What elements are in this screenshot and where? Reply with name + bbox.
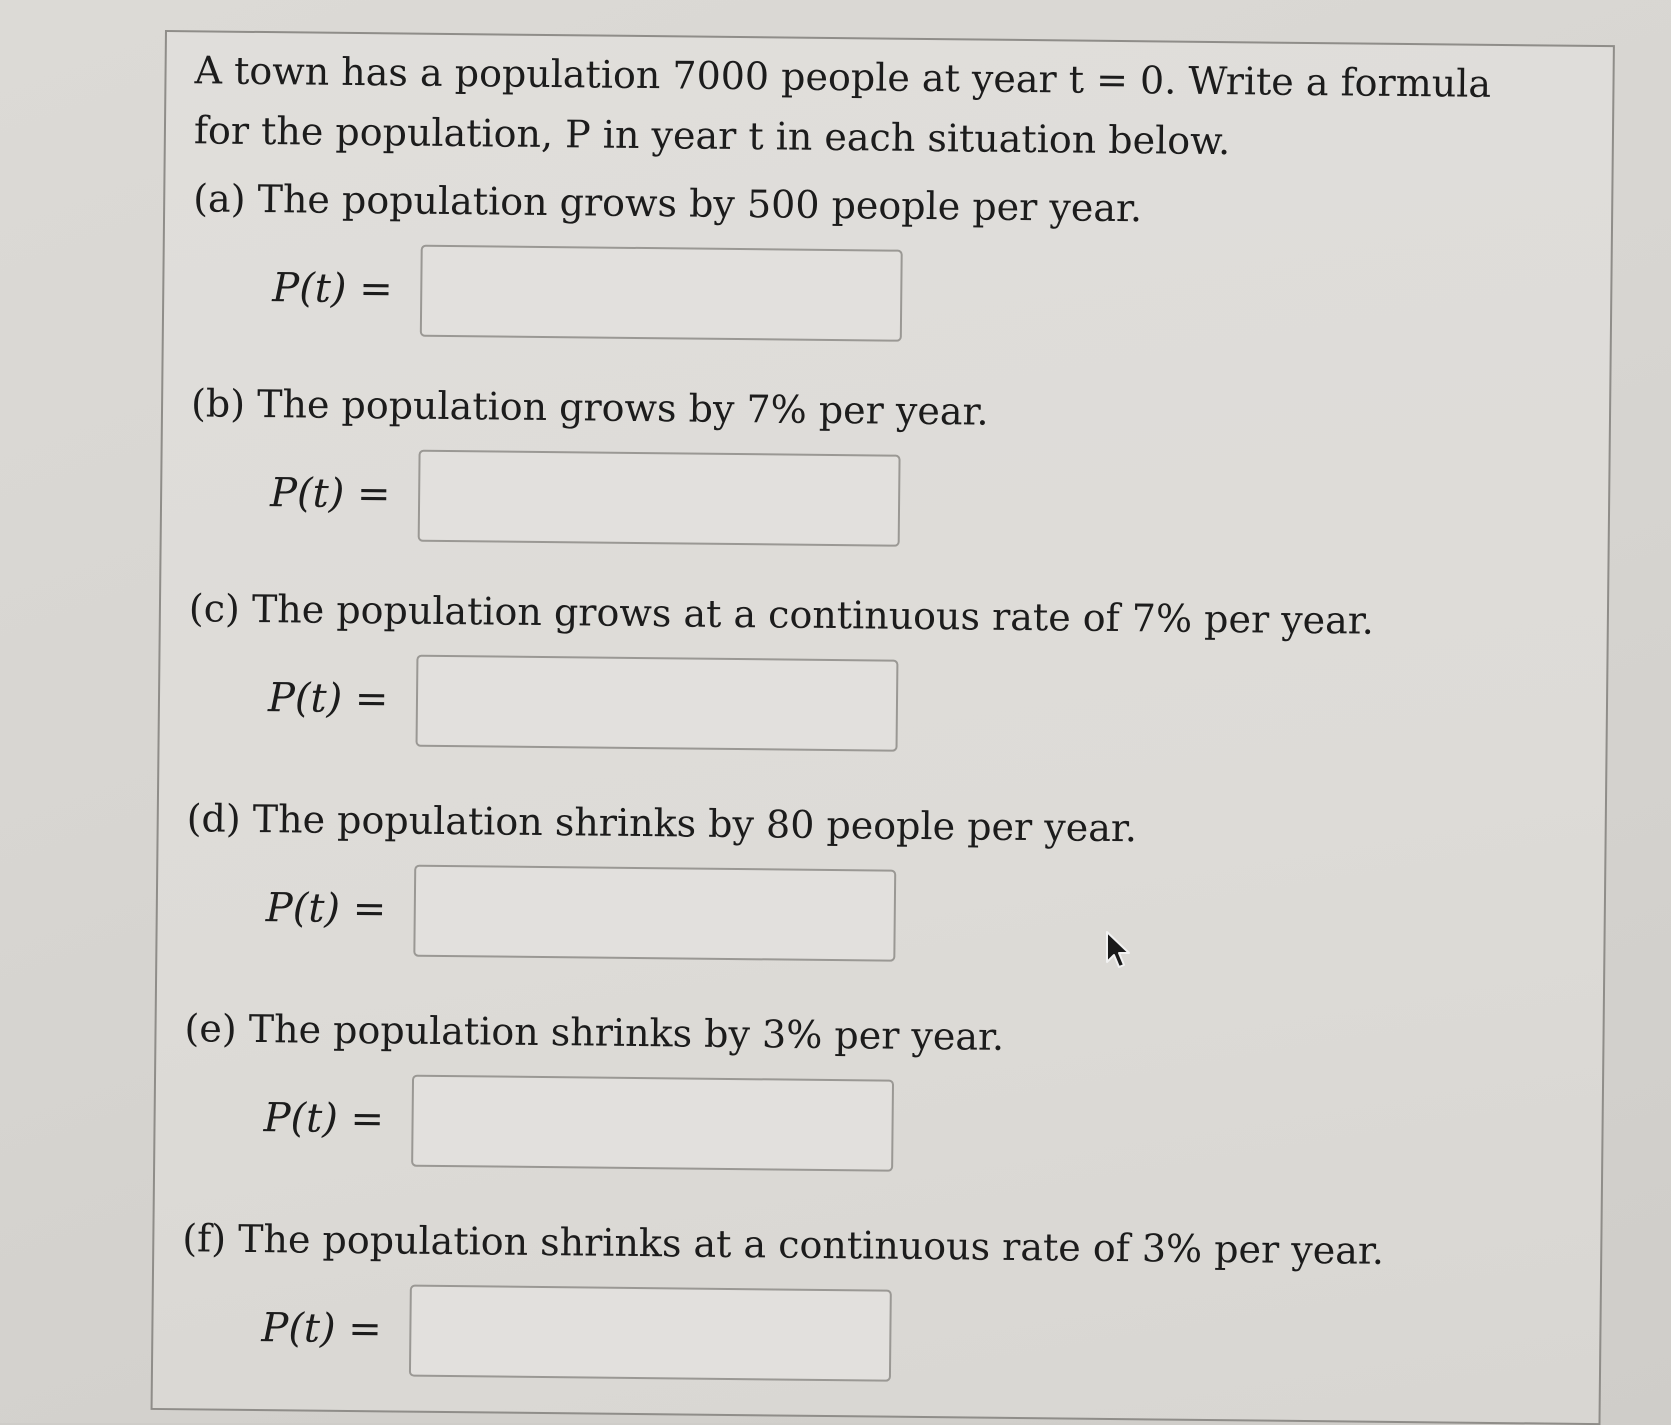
part-e-label: P(t) = — [263, 1095, 385, 1143]
part-f — [181, 1212, 1563, 1396]
part-c-text: (c) The population grows at a continuous rate of 7% per year. — [188, 586, 1375, 643]
question-intro: A town has a population 7000 people at year t = 0. Write a formula for the population, P in year t in each situation below. — [193, 48, 1492, 164]
part-b — [190, 377, 1572, 561]
part-f-text: (f) The population shrinks at a continuous rate of 3% per year. — [182, 1216, 1385, 1273]
part-e-answer-input[interactable] — [411, 1075, 894, 1172]
part-b-label: P(t) = — [269, 470, 391, 518]
part-d-answer-row — [185, 862, 1566, 976]
part-b-text: (b) The population grows by 7% per year. — [190, 381, 989, 434]
part-e-text: (e) The population shrinks by 3% per year. — [184, 1006, 1005, 1059]
part-f-answer-input[interactable] — [409, 1285, 892, 1382]
part-a-answer-input[interactable] — [420, 245, 903, 342]
part-e — [183, 1002, 1565, 1186]
part-b-answer-row — [190, 447, 1571, 561]
part-a-answer-row — [192, 242, 1573, 356]
part-b-answer-input[interactable] — [418, 450, 901, 547]
part-c-answer-row — [187, 652, 1568, 766]
part-a-label: P(t) = — [272, 265, 393, 313]
question-panel — [151, 30, 1615, 1425]
part-e-answer-row — [183, 1072, 1564, 1186]
part-f-answer-row — [181, 1282, 1562, 1396]
part-d — [185, 792, 1567, 976]
part-f-label: P(t) = — [261, 1305, 383, 1353]
part-c-label: P(t) = — [267, 675, 389, 723]
part-a-text: (a) The population grows by 500 people per year. — [193, 176, 1143, 231]
part-d-answer-input[interactable] — [413, 865, 896, 962]
part-c-answer-input[interactable] — [416, 655, 899, 752]
part-d-text: (d) The population shrinks by 80 people per year. — [186, 796, 1138, 851]
part-d-label: P(t) = — [265, 885, 387, 933]
part-a — [192, 172, 1574, 356]
part-c — [187, 582, 1569, 766]
arrow-cursor-icon — [1105, 930, 1133, 970]
